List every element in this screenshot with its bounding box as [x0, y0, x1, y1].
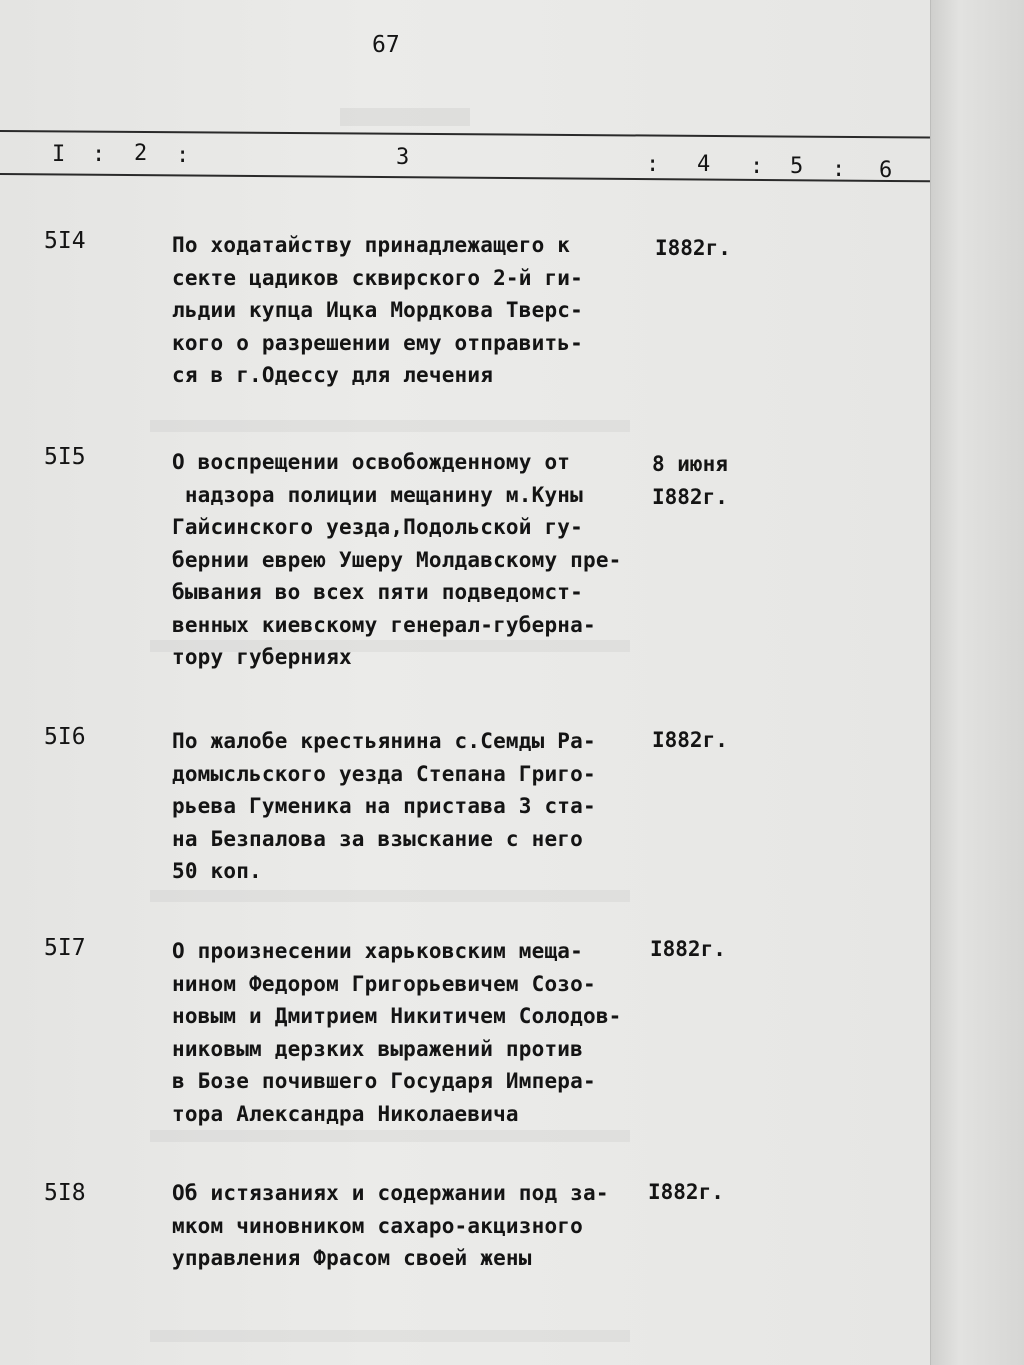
description-line: кого о разрешении ему отправить- [172, 330, 583, 355]
description-line: По ходатайству принадлежащего к [172, 233, 571, 257]
description-line: надзора полиции мещанину м.Куны [172, 482, 583, 507]
description-line: бернии еврею Ушеру Молдавскому пре- [172, 547, 622, 572]
entry-number: 5I4 [44, 228, 86, 254]
description-line: никовым дерзких выражений против [172, 1036, 583, 1061]
description-line: Об истязаниях и содержании под за- [172, 1181, 609, 1205]
entry-description [172, 446, 662, 674]
date-line: I882г. [652, 484, 728, 509]
entry-description [172, 229, 662, 392]
description-line: О воспрещении освобожденному от [172, 450, 571, 474]
page-number: 67 [372, 32, 400, 58]
column-separator: : [832, 157, 846, 182]
column-header-6: 6 [879, 158, 893, 183]
description-line: в Бозе почившего Государя Импера- [172, 1069, 596, 1093]
entry-number: 5I8 [44, 1180, 86, 1206]
column-header-2: 2 [134, 141, 148, 166]
description-line: льдии купца Ицка Мордкова Тверс- [172, 298, 583, 322]
description-line: Гайсинского уезда,Подольской гу- [172, 515, 583, 539]
description-line: управления Фрасом своей жены [172, 1246, 532, 1270]
bleed-through-shadow [340, 108, 470, 126]
description-line: бывания во всех пяти подведомст- [172, 580, 583, 604]
entry-number: 5I6 [44, 724, 86, 750]
date-line: 8 июня [652, 452, 728, 476]
column-header-1: I [52, 142, 66, 167]
date-line: I882г. [652, 728, 728, 752]
description-line: О произнесении харьковским меща- [172, 939, 583, 963]
entry-date [652, 448, 728, 513]
description-line: мком чиновником сахаро-акцизного [172, 1213, 583, 1238]
bleed-through-shadow [150, 1330, 630, 1342]
column-separator: : [646, 152, 660, 177]
column-separator: : [92, 142, 106, 167]
description-line: тора Александра Николаевича [172, 1101, 519, 1126]
entry-date [648, 1176, 724, 1209]
column-separator: : [750, 154, 764, 179]
description-line: ся в г.Одессу для лечения [172, 363, 494, 387]
entry-date [655, 232, 731, 265]
entry-date [652, 724, 728, 757]
date-line: I882г. [650, 937, 726, 961]
description-line: 50 коп. [172, 859, 262, 883]
description-line: нином Федором Григорьевичем Созо- [172, 971, 596, 996]
entry-description [172, 725, 662, 888]
bleed-through-shadow [150, 890, 630, 902]
entry-date [650, 933, 726, 966]
description-line: венных киевскому генерал-губерна- [172, 612, 596, 637]
entry-description [172, 1177, 662, 1275]
date-line: I882г. [648, 1180, 724, 1204]
entry-description [172, 935, 662, 1130]
description-line: домысльского уезда Степана Григо- [172, 761, 596, 786]
page-edge [930, 0, 1024, 1365]
description-line: По жалобе крестьянина с.Семды Ра- [172, 729, 596, 753]
description-line: рьева Гуменика на пристава 3 ста- [172, 794, 596, 818]
bleed-through-shadow [150, 1130, 630, 1142]
bleed-through-shadow [150, 420, 630, 432]
date-line: I882г. [655, 236, 731, 260]
description-line: секте цадиков сквирского 2-й ги- [172, 265, 583, 290]
description-line: тору губерниях [172, 645, 352, 669]
column-separator: : [176, 143, 190, 168]
column-header-4: 4 [697, 152, 711, 177]
entry-number: 5I5 [44, 444, 86, 470]
description-line: на Безпалова за взыскание с него [172, 826, 583, 851]
description-line: новым и Дмитрием Никитичем Солодов- [172, 1004, 622, 1028]
entry-number: 5I7 [44, 935, 86, 961]
column-header-5: 5 [790, 154, 804, 179]
column-header-3: 3 [396, 145, 410, 170]
